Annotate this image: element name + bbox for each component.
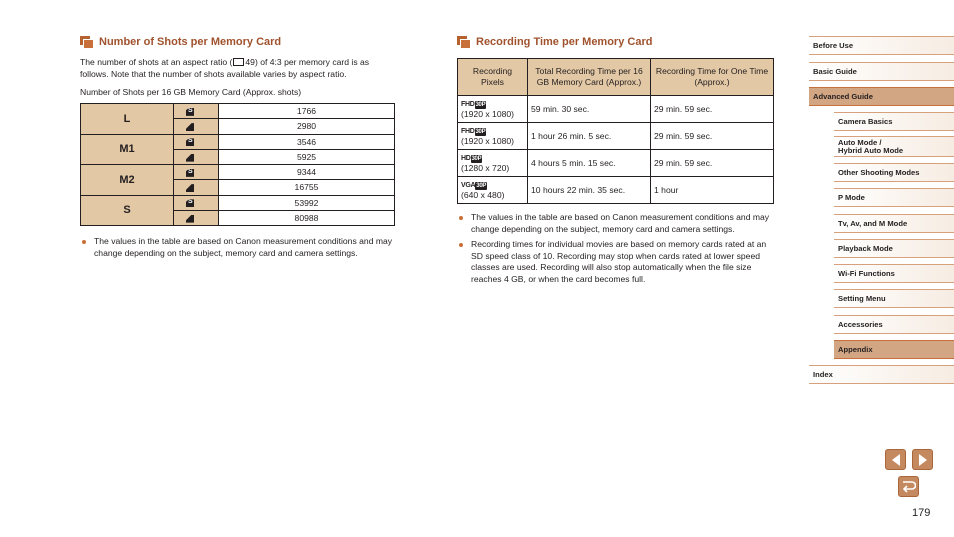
shots-value: 1766	[219, 104, 395, 119]
standard-quality-icon-cell	[174, 134, 219, 149]
intro-text-2: ) of 4:3 per memory card is as follows. Note that the number of shots available varies by aspect ratio.	[80, 57, 370, 79]
standard-quality-icon	[186, 138, 194, 146]
shots-section-title	[80, 36, 281, 48]
movie-size-icon	[461, 155, 482, 163]
standard-quality-icon	[186, 169, 194, 177]
shots-table	[80, 103, 395, 226]
previous-page-button[interactable]	[885, 449, 906, 470]
table-row	[458, 177, 774, 204]
nav-playback-mode[interactable]: Playback Mode	[834, 239, 954, 258]
shots-value: 53992	[219, 195, 395, 210]
total-time-cell: 1 hour 26 min. 5 sec.	[528, 123, 651, 150]
total-time-cell: 10 hours 22 min. 35 sec.	[528, 177, 651, 204]
nav-index[interactable]: Index	[809, 365, 954, 384]
frame-rate-label: 30P	[475, 129, 486, 135]
section-marker-icon	[457, 36, 470, 48]
standard-quality-icon	[186, 108, 194, 116]
table-row	[458, 123, 774, 150]
recording-notes	[457, 212, 775, 289]
fine-quality-icon	[186, 154, 194, 162]
shots-value: 16755	[219, 180, 395, 195]
intro-text-1: The number of shots at an aspect ratio (	[80, 57, 233, 67]
shots-value: 3546	[219, 134, 395, 149]
nav-advanced-guide[interactable]: Advanced Guide	[809, 87, 954, 106]
fine-quality-icon-cell	[174, 210, 219, 225]
nav-appendix[interactable]: Appendix	[834, 340, 954, 359]
nav-basic-guide[interactable]: Basic Guide	[809, 62, 954, 81]
nav-auto-mode-line2: Hybrid Auto Mode	[838, 146, 904, 155]
section-marker-icon	[80, 36, 93, 48]
shots-intro	[80, 56, 400, 80]
size-cell: M1	[81, 134, 174, 165]
movie-size-label: HD	[461, 155, 471, 162]
nav-before-use[interactable]: Before Use	[809, 36, 954, 55]
nav-auto-mode[interactable]	[834, 136, 954, 157]
column-header: Total Recording Time per 16 GB Memory Card (Approx.)	[528, 59, 651, 96]
resolution-text: (1280 x 720)	[461, 163, 510, 173]
fine-quality-icon	[186, 184, 194, 192]
nav-wifi-functions[interactable]: Wi-Fi Functions	[834, 264, 954, 283]
shots-value: 80988	[219, 210, 395, 225]
nav-camera-basics[interactable]: Camera Basics	[834, 112, 954, 131]
recording-section-title	[457, 36, 652, 48]
table-header-row	[458, 59, 774, 96]
intro-page-ref[interactable]: 49	[245, 57, 255, 67]
list-item: Recording times for individual movies are based on memory cards rated at an SD speed class of 10. Recording may stop when cards rated at lower speed classes are used. Recording will also stop automatically when the file size reaches 4 GB, or when the card becomes full.	[457, 239, 775, 285]
table-row	[458, 96, 774, 123]
recording-table	[457, 58, 774, 204]
return-icon	[901, 480, 916, 493]
pixels-cell	[458, 96, 528, 123]
shots-value: 2980	[219, 119, 395, 134]
page-number: 179	[912, 507, 931, 519]
standard-quality-icon	[186, 199, 194, 207]
standard-quality-icon-cell	[174, 195, 219, 210]
movie-size-label: FHD	[461, 128, 475, 135]
fine-quality-icon	[186, 123, 194, 131]
nav-auto-mode-line1: Auto Mode /	[838, 138, 882, 147]
book-icon	[233, 58, 244, 66]
movie-size-icon	[461, 128, 486, 136]
movie-size-label: VGA	[461, 182, 476, 189]
return-button[interactable]	[898, 476, 919, 497]
one-time-cell: 29 min. 59 sec.	[651, 96, 774, 123]
nav-accessories[interactable]: Accessories	[834, 315, 954, 334]
movie-size-label: FHD	[461, 101, 475, 108]
arrow-left-icon	[892, 454, 900, 466]
recording-title-text: Recording Time per Memory Card	[476, 36, 653, 48]
shots-title-text: Number of Shots per Memory Card	[99, 36, 282, 48]
size-cell: S	[81, 195, 174, 226]
total-time-cell: 59 min. 30 sec.	[528, 96, 651, 123]
total-time-cell: 4 hours 5 min. 15 sec.	[528, 150, 651, 177]
shots-value: 5925	[219, 149, 395, 164]
size-cell: L	[81, 104, 174, 135]
standard-quality-icon-cell	[174, 104, 219, 119]
table-row	[81, 165, 395, 180]
table-row	[81, 195, 395, 210]
fine-quality-icon-cell	[174, 180, 219, 195]
one-time-cell: 29 min. 59 sec.	[651, 150, 774, 177]
pixels-cell	[458, 177, 528, 204]
nav-setting-menu[interactable]: Setting Menu	[834, 289, 954, 308]
list-item: The values in the table are based on Canon measurement conditions and may change depending on the subject, memory card and camera settings.	[80, 236, 398, 259]
fine-quality-icon	[186, 215, 194, 223]
table-row	[458, 150, 774, 177]
column-header: Recording Time for One Time (Approx.)	[651, 59, 774, 96]
fine-quality-icon-cell	[174, 119, 219, 134]
resolution-text: (1920 x 1080)	[461, 109, 515, 119]
resolution-text: (1920 x 1080)	[461, 136, 515, 146]
shots-notes	[80, 236, 398, 263]
next-page-button[interactable]	[912, 449, 933, 470]
size-cell: M2	[81, 165, 174, 196]
nav-p-mode[interactable]: P Mode	[834, 188, 954, 207]
frame-rate-label: 30P	[475, 102, 486, 108]
resolution-text: (640 x 480)	[461, 190, 505, 200]
frame-rate-label: 30P	[476, 183, 487, 189]
nav-tv-av-m-mode[interactable]: Tv, Av, and M Mode	[834, 214, 954, 233]
pixels-cell	[458, 123, 528, 150]
one-time-cell: 1 hour	[651, 177, 774, 204]
fine-quality-icon-cell	[174, 149, 219, 164]
standard-quality-icon-cell	[174, 165, 219, 180]
table-row	[81, 104, 395, 119]
one-time-cell: 29 min. 59 sec.	[651, 123, 774, 150]
arrow-right-icon	[919, 454, 927, 466]
movie-size-icon	[461, 182, 487, 190]
list-item: The values in the table are based on Canon measurement conditions and may change depending on the subject, memory card and camera settings.	[457, 212, 775, 235]
shots-table-caption: Number of Shots per 16 GB Memory Card (Approx. shots)	[80, 87, 302, 97]
table-row	[81, 134, 395, 149]
shots-value: 9344	[219, 165, 395, 180]
pixels-cell	[458, 150, 528, 177]
nav-other-shooting-modes[interactable]: Other Shooting Modes	[834, 163, 954, 182]
column-header: Recording Pixels	[458, 59, 528, 96]
movie-size-icon	[461, 101, 486, 109]
frame-rate-label: 30P	[471, 156, 482, 162]
